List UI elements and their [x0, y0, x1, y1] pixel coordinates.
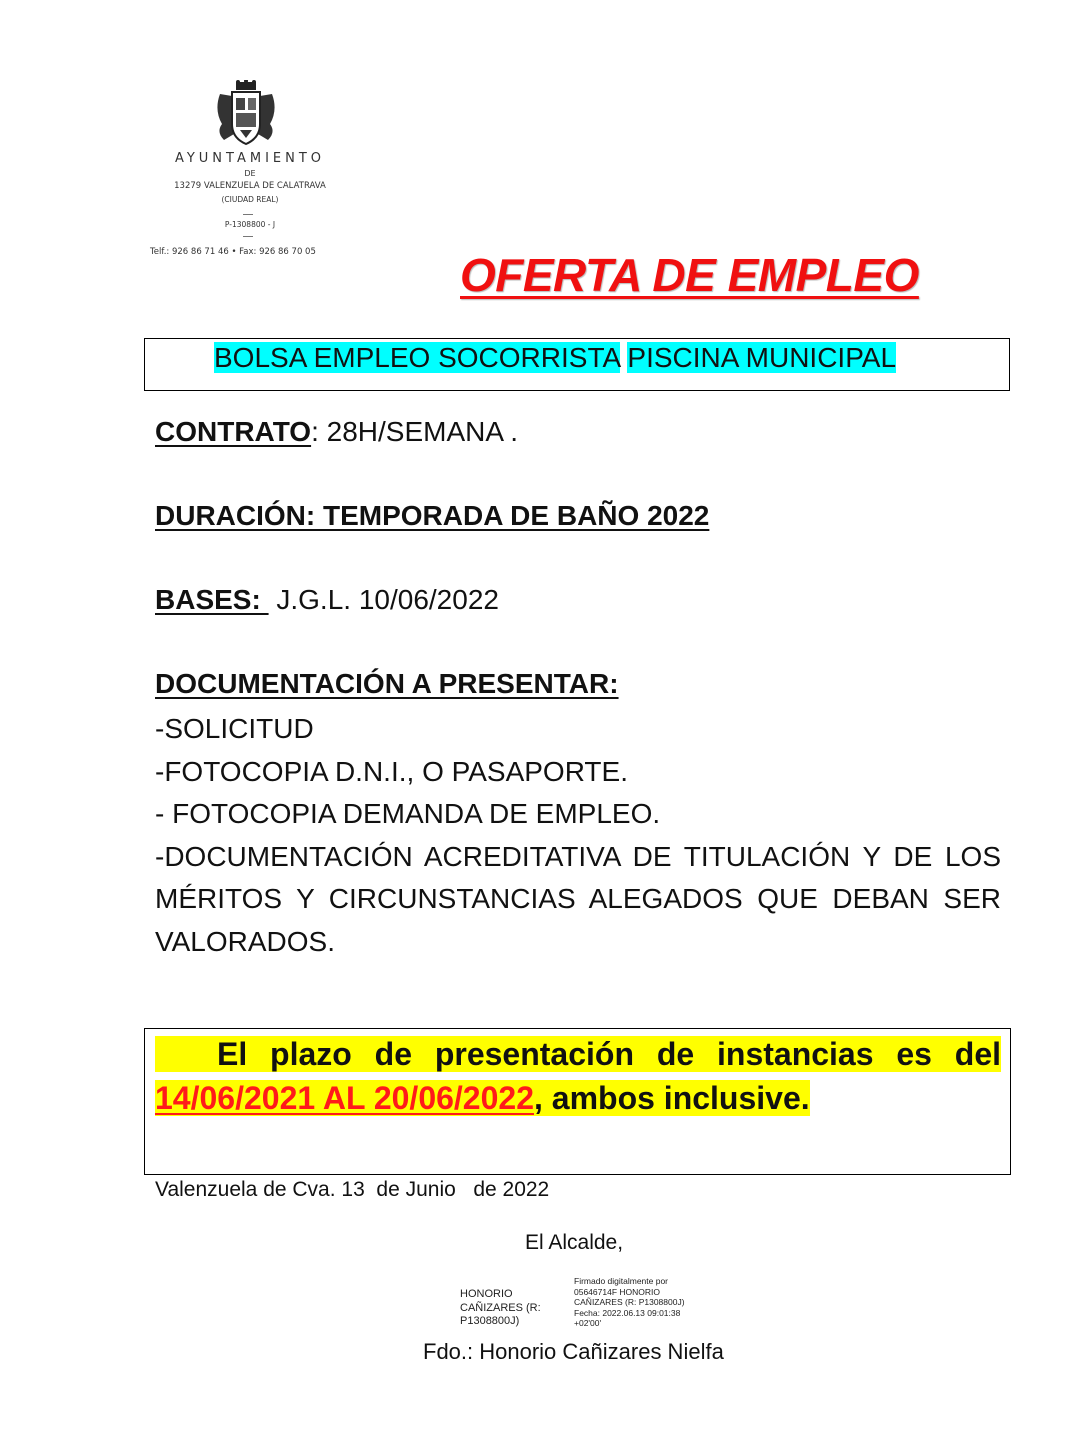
deadline-text	[155, 1032, 1001, 1120]
list-item: - FOTOCOPIA DEMANDA DE EMPLEO.	[155, 798, 661, 829]
deadline-line2-row	[155, 1076, 1001, 1120]
letterhead-province: (CIUDAD REAL)	[221, 195, 279, 204]
signature-name: HONORIO CAÑIZARES (R: P1308800J)	[460, 1288, 541, 1327]
list-item: -SOLICITUD	[155, 713, 314, 744]
duracion-line	[155, 500, 709, 532]
bases-line	[155, 584, 499, 616]
list-item: -FOTOCOPIA D.N.I., O PASAPORTE.	[155, 755, 628, 787]
bases-label: BASES:	[155, 584, 269, 615]
duracion-label: DURACIÓN: TEMPORADA DE BAÑO 2022	[155, 500, 710, 531]
deadline-line1-row	[155, 1032, 1001, 1076]
coat-of-arms-icon	[214, 80, 278, 150]
date-line: Valenzuela de Cva. 13 de Junio de 2022	[155, 1178, 550, 1201]
deadline-line1: El plazo de presentación de instancias es del	[217, 1036, 1001, 1072]
job-title	[214, 342, 896, 374]
letterhead-divider	[243, 236, 253, 237]
contrato-line	[155, 416, 518, 448]
deadline-line2-rest: , ambos inclusive.	[533, 1080, 810, 1116]
letterhead-name: AYUNTAMIENTO	[174, 151, 326, 166]
bases-value: J.G.L. 10/06/2022	[268, 584, 499, 615]
letterhead-contact: Telf.: 926 86 71 46 • Fax: 926 86 70 05	[150, 247, 316, 257]
documentacion-line	[155, 668, 619, 700]
letterhead-town: 13279 VALENZUELA DE CALATRAVA	[174, 181, 326, 191]
documentacion-list	[155, 708, 1001, 963]
signatory-line: Fdo.: Honorio Cañizares Nielfa	[423, 1339, 724, 1364]
job-title-part2: PISCINA MUNICIPAL	[627, 342, 897, 373]
job-title-part1: BOLSA EMPLEO SOCORRISTA	[214, 342, 620, 373]
list-item: -DOCUMENTACIÓN ACREDITATIVA DE TITULACIÓN Y DE LOS MÉRITOS Y CIRCUNSTANCIAS ALEGADOS QUE DEBAN SER VALORADOS.	[155, 840, 1001, 957]
letterhead-cif: P-1308800 - J	[224, 220, 276, 229]
letterhead-de: DE	[244, 169, 256, 178]
letterhead-divider	[243, 214, 253, 215]
contrato-value: : 28H/SEMANA .	[311, 416, 519, 447]
alcalde-label: El Alcalde,	[525, 1231, 624, 1254]
deadline-dates: 14/06/2021 AL 20/06/2022	[155, 1080, 534, 1116]
page-title: OFERTA DE EMPLEO	[460, 249, 919, 301]
documentacion-label: DOCUMENTACIÓN A PRESENTAR:	[155, 668, 619, 699]
contrato-label: CONTRATO	[155, 416, 312, 447]
signature-digital: Firmado digitalmente por 05646714F HONORIO CAÑIZARES (R: P1308800J) Fecha: 2022.06.13 09:01:38 +02'00'	[574, 1276, 685, 1328]
